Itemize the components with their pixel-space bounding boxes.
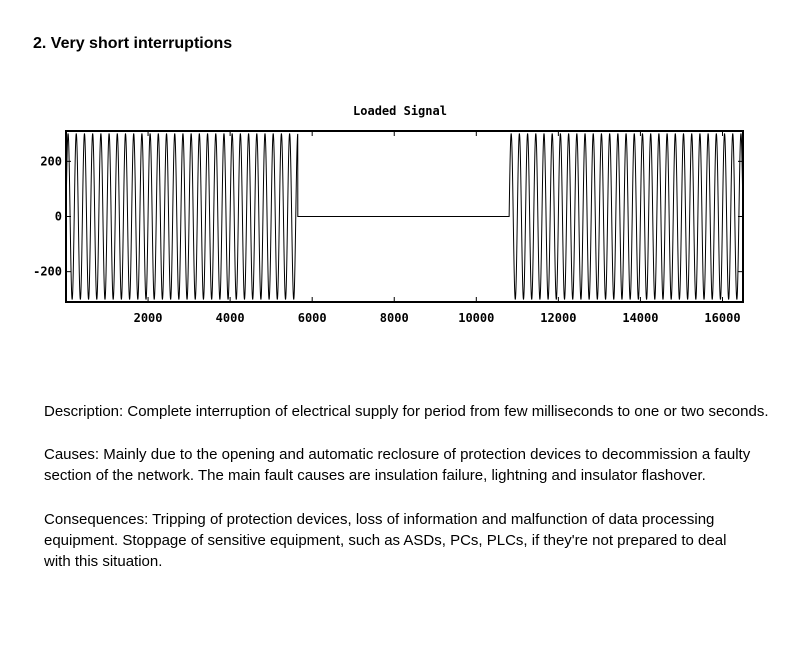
chart-title: Loaded Signal <box>353 104 447 118</box>
y-tick-label: 0 <box>54 209 62 224</box>
x-tick-label: 8000 <box>379 311 409 325</box>
x-tick-label: 10000 <box>458 311 495 325</box>
x-tick-label: 6000 <box>297 311 327 325</box>
x-tick-label: 4000 <box>215 311 245 325</box>
y-tick-label: 200 <box>40 154 62 169</box>
section-heading: 2. Very short interruptions <box>33 35 233 52</box>
x-tick-label: 16000 <box>704 311 741 325</box>
x-tick-label: 12000 <box>540 311 577 325</box>
y-tick-label: -200 <box>33 264 62 279</box>
consequences-text: Consequences: Tripping of protection devices, loss of information and malfunction of data processing equipment. Stoppage of sensitive equipment, such as ASDs, PCs, PLCs, if they're not prepared to deal with this situation. <box>44 511 727 570</box>
causes-text: Causes: Mainly due to the opening and automatic reclosure of protection devices to decommission a faulty section of the network. The main fault causes are insulation failure, lightning and insulator flashover. <box>44 446 751 484</box>
description-text: Description: Complete interruption of electrical supply for period from few milliseconds to one or two seconds. <box>44 403 769 420</box>
x-tick-label: 14000 <box>622 311 659 325</box>
x-tick-label: 2000 <box>133 311 163 325</box>
signal-line <box>66 134 743 299</box>
